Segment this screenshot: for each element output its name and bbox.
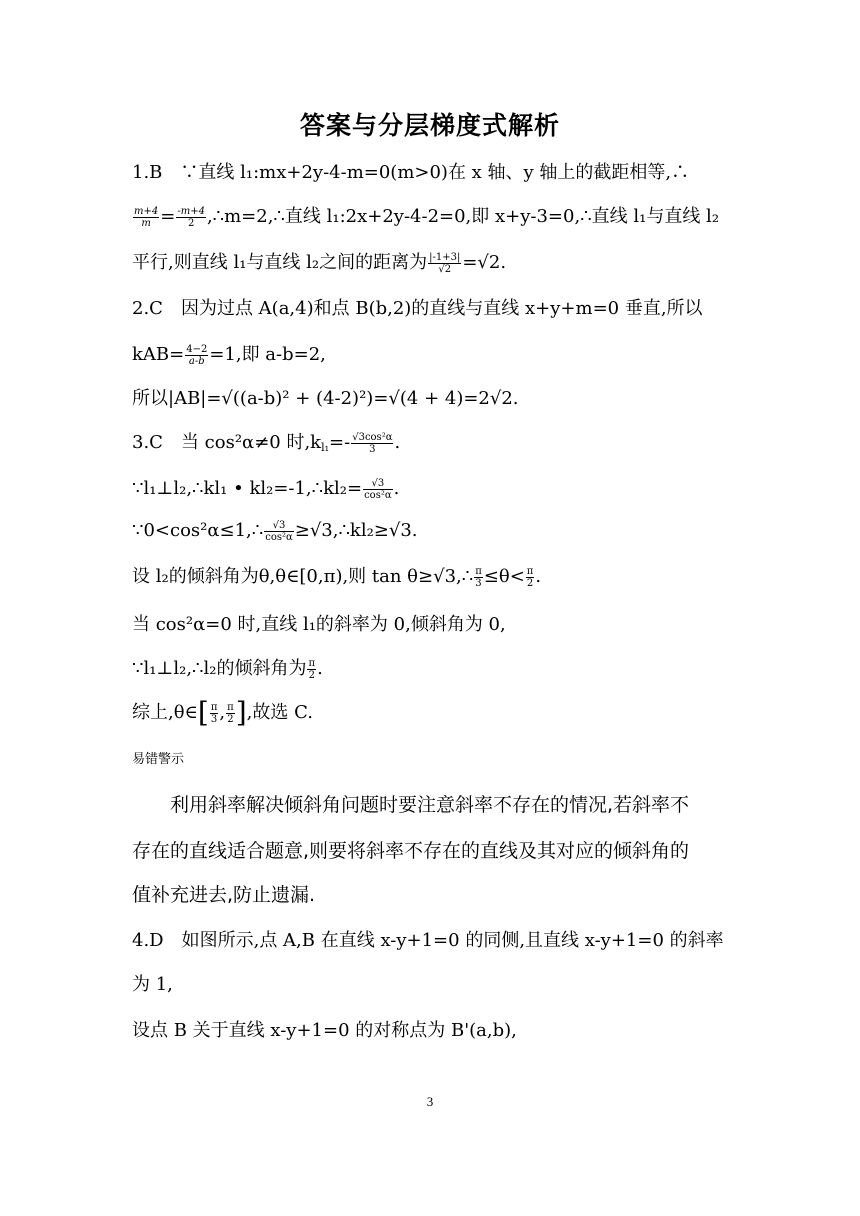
q3-pi2-den: 2 [526, 577, 534, 589]
q1-line1 [132, 158, 732, 188]
q1-frac3-num: |-1+3| [429, 251, 461, 263]
q1-frac1 [133, 206, 159, 229]
q1-frac1-den: m [141, 217, 151, 229]
q1-line2-text: ,∴m=2,∴直线 l₁:2x+2y-4-2=0,即 x+y-3=0,∴直线 l₁与直线 l₂ [206, 206, 720, 227]
q3-frac-pi2c [226, 702, 235, 725]
q3-line7-post: ,故选 C. [246, 702, 313, 723]
q1-line3-pre: 平行,则直线 l₁与直线 l₂之间的距离为 [132, 252, 428, 273]
q2-line3 [132, 384, 732, 414]
q4-line3-text: 设点 B 关于直线 x-y+1=0 的对称点为 B'(a,b), [132, 1020, 517, 1041]
q2-line2-pre: kAB= [132, 344, 185, 365]
q3-pi2c-num: π [227, 701, 234, 713]
q1-frac2 [176, 206, 206, 229]
q1-frac1-num: m+4 [134, 205, 159, 217]
q3-frac2 [363, 478, 393, 501]
q2-line2-post: =1,即 a-b=2, [209, 344, 326, 365]
q3-pi2b-den: 2 [308, 669, 315, 681]
q3-line7: 综上,θ∈[ $\frac{\pi}{3}$ , $\frac{\pi}{2}$ ],故选 C. [132, 696, 313, 729]
q3-line6: ∵l₁⊥l₂,∴l₂的倾斜角为 $\frac{\pi}{2}$ . [132, 657, 323, 681]
q3-line3 [132, 516, 732, 546]
q3-pi2c-den: 2 [227, 713, 234, 725]
q1-frac2-den: 2 [187, 217, 195, 229]
q3-line3-post: ≥√3,∴kl₂≥√3. [294, 520, 418, 541]
q4-line2-text: 为 1, [132, 974, 173, 995]
warning-text-1: 利用斜率解决倾斜角问题时要注意斜率不存在的情况,若斜率不 [170, 794, 690, 816]
q2-line2 [132, 340, 732, 370]
q3-line3-pre: ∵0<cos²α≤1,∴ [132, 520, 264, 541]
q3-frac-pi2 [526, 566, 535, 589]
q3-frac1 [351, 432, 393, 455]
q3-frac2-den: cos²α [364, 489, 392, 501]
q3-line5 [132, 610, 732, 640]
page-number: 3 [426, 1094, 434, 1109]
q3-pi3b-num: π [210, 701, 218, 713]
q3-frac2-num: √3 [363, 478, 393, 490]
q3-frac-pi3b [210, 702, 219, 725]
q3-frac3-den: cos²α [265, 531, 293, 543]
q3-frac3-num: √3 [264, 520, 294, 532]
q4-line3 [132, 1016, 732, 1046]
warning-text-3: 值补充进去,防止遗漏. [132, 884, 316, 906]
q1-line2 [132, 202, 732, 232]
q2-frac [185, 344, 208, 367]
q3-pi3-num: π [475, 565, 482, 577]
q3-line4: 设 l₂的倾斜角为θ,θ∈[0,π),则 tan θ≥√3,∴ $\frac{\pi}{3}$ ≤θ< $\frac{\pi}{2}$ . [132, 565, 542, 589]
q3-line2: ∵l₁⊥l₂,∴kl₁ • kl₂=-1,∴kl₂= $\frac{√3}{\text{cos²α}}$ . [132, 477, 400, 501]
q3-pi2b-num: π [308, 657, 316, 669]
q1-line3-post: =√2. [462, 252, 507, 273]
q1-eq: = [160, 206, 176, 227]
q2-line1-text: 2.C 因为过点 A(a,4)和点 B(b,2)的直线与直线 x+y+m=0 垂直,所以 [132, 298, 703, 319]
q4-line1-text: 4.D 如图所示,点 A,B 在直线 x-y+1=0 的同侧,且直线 x-y+1=0 的斜率 [132, 930, 724, 951]
q3-pi3b-den: 3 [210, 713, 218, 725]
warning-text-2: 存在的直线适合题意,则要将斜率不存在的直线及其对应的倾斜角的 [132, 840, 690, 862]
q1-frac2-num: -m+4 [177, 205, 205, 217]
page-title: 答案与分层梯度式解析 [299, 111, 560, 140]
q3-line6-pre: ∵l₁⊥l₂,∴l₂的倾斜角为 [132, 658, 307, 679]
q2-frac-num: 4−2 [186, 343, 208, 355]
q3-frac1-num: √3cos²α [352, 431, 393, 443]
q3-line7-pre: 综上,θ∈ [132, 702, 198, 723]
q3-line4-pre: 设 l₂的倾斜角为θ,θ∈[0,π),则 tan θ≥√3,∴ [132, 566, 474, 587]
q4-line2 [132, 970, 732, 1000]
q3-frac1-den: 3 [369, 443, 376, 455]
q3-pi3-den: 3 [475, 577, 482, 589]
q3-line4-mid: ≤θ< [483, 566, 525, 587]
q1-frac3-den: √2 [438, 263, 452, 275]
q3-frac-pi2b [307, 658, 316, 681]
q3-line1-pre: 3.C 当 cos²α≠0 时,k [132, 432, 322, 453]
q3-line1: 3.C 当 cos²α≠0 时$,k_{l_1}=-$ $\frac{\text{√3cos²α}}{3}$ . [132, 431, 401, 455]
q2-line1 [132, 294, 732, 324]
q3-line2-text: ∵l₁⊥l₂,∴kl₁ • kl₂=-1,∴kl₂= [132, 478, 363, 499]
q3-line5-text: 当 cos²α=0 时,直线 l₁的斜率为 0,倾斜角为 0, [132, 614, 506, 635]
q2-line3-text: 所以|AB|=√((a-b)² + (4-2)²)=√(4 + 4)=2√2. [132, 388, 519, 409]
q1-line3 [132, 248, 732, 278]
q2-frac-den: a-b [188, 355, 205, 367]
q1-frac3 [428, 252, 461, 275]
q3-frac-pi3 [474, 566, 483, 589]
q3-frac3 [264, 520, 294, 543]
warning-title: 易错警示 [132, 752, 185, 767]
q3-pi2-num: π [526, 565, 534, 577]
q4-line1 [132, 926, 732, 956]
q1-line1-text: 1.B ∵直线 l₁:mx+2y-4-m=0(m>0)在 x 轴、y 轴上的截距相等,∴ [132, 162, 690, 183]
